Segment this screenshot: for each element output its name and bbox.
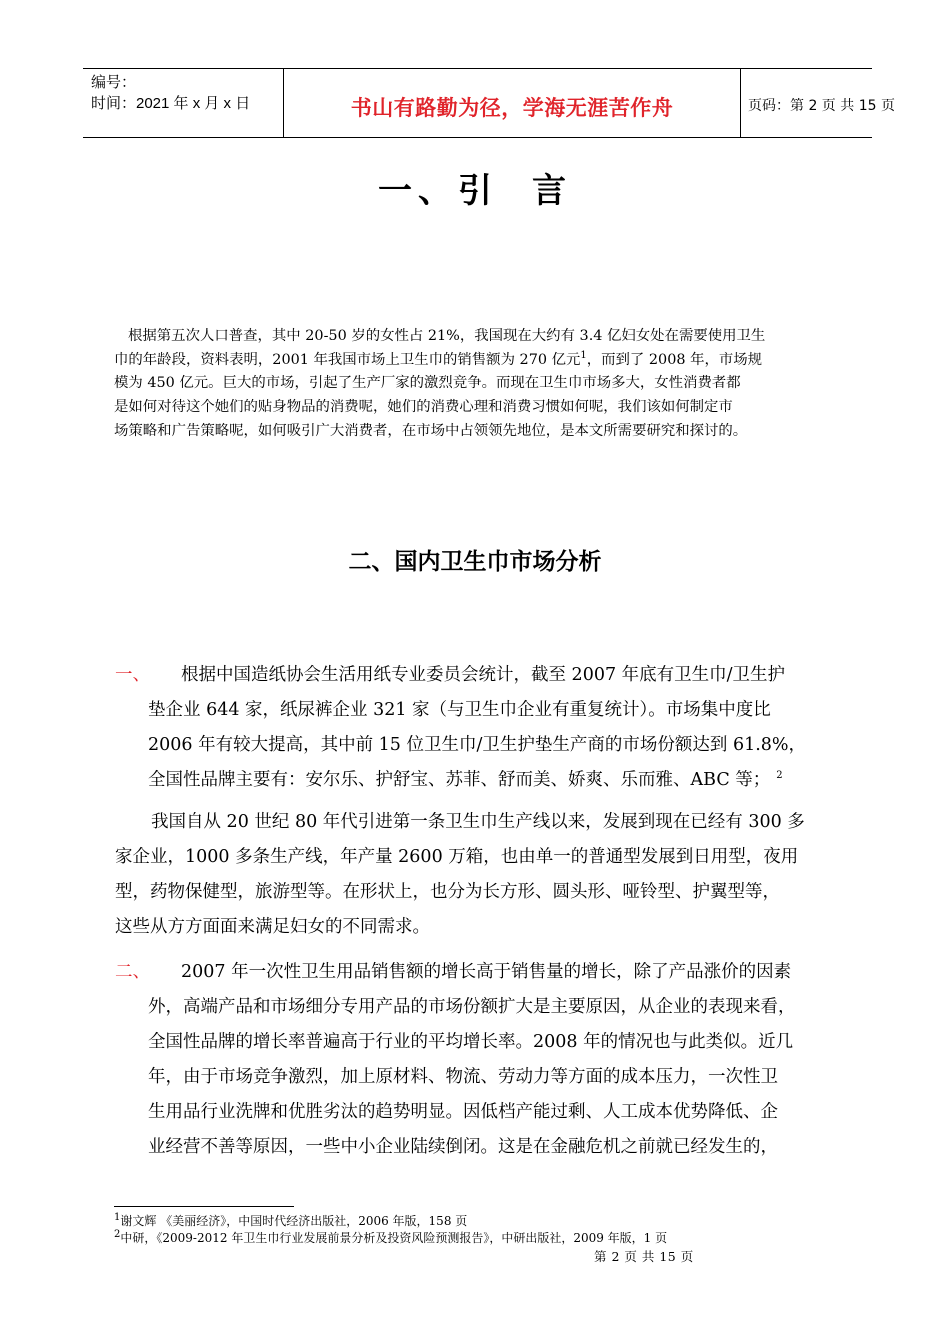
item2-line: 2007 年一次性卫生用品销售额的增长高于销售量的增长，除了产品涨价的因素 [181, 962, 792, 982]
body-paragraph [115, 805, 850, 945]
intro-line: 场策略和广告策略呢，如何吸引广大消费者，在市场中占领领先地位，是本文所需要研究和探讨的。 [114, 422, 748, 439]
item1-line: 根据中国造纸协会生活用纸专业委员会统计，截至 2007 年底有卫生巾/卫生护 [181, 665, 786, 685]
footnote-separator [114, 1206, 294, 1207]
list-marker-1: 一、 [115, 665, 150, 685]
item1-line: 全国性品牌主要有：安尔乐、护舒宝、苏菲、舒而美、娇爽、乐而雅、ABC 等； $^2$ [148, 770, 783, 790]
paragraph-line: 这些从方方面面来满足妇女的不同需求。 [115, 917, 430, 937]
intro-line: 根据第五次人口普查，其中 20-50 岁的女性占 21%，我国现在大约有 3.4 亿妇女处在需要使用卫生 [128, 328, 766, 344]
item1-line: 2006 年有较大提高，其中前 15 位卫生巾/卫生护垫生产商的市场份额达到 61.8%， [148, 735, 807, 755]
item1-line: 垫企业 644 家，纸尿裤企业 321 家（与卫生巾企业有重复统计）。市场集中度比 [148, 700, 771, 720]
item2-line: 年，由于市场竞争激烈，加上原材料、物流、劳动力等方面的成本压力，一次性卫 [148, 1067, 778, 1087]
list-item-1 [115, 658, 850, 798]
paragraph-line: 我国自从 20 世纪 80 年代引进第一条卫生巾生产线以来，发展到现在已经有 300 多 [151, 812, 805, 832]
item2-line: 全国性品牌的增长率普遍高于行业的平均增长率。2008 年的情况也与此类似。近几 [148, 1032, 794, 1052]
intro-line: 巾的年龄段，资料表明，2001 年我国市场上卫生巾的销售额为 270 亿元$^1$，而到了 2008 年，市场规 [114, 349, 763, 368]
paragraph-line: 型，药物保健型，旅游型等。在形状上，也分为长方形、圆头形、哑铃型、护翼型等， [115, 882, 780, 902]
list-marker-2: 二、 [115, 962, 150, 982]
paragraph-line: 家企业，1000 多条生产线，年产量 2600 万箱，也由单一的普通型发展到日用型，夜用 [115, 847, 799, 867]
document-number-label: 编号： [91, 74, 137, 91]
page-header [83, 68, 895, 138]
header-motto-cell [283, 69, 741, 137]
list-item-2 [115, 955, 850, 1170]
section1-title [0, 163, 950, 212]
item2-line: 生用品行业洗牌和优胜劣汰的趋势明显。因低档产能过剩、人工成本优势降低、企 [148, 1102, 778, 1122]
header-meta-cell [83, 69, 283, 137]
footer-page-number: 第 2 页 共 15 页 [594, 1249, 694, 1264]
item2-line: 业经营不善等原因，一些中小企业陆续倒闭。这是在金融危机之前就已经发生的， [148, 1137, 778, 1157]
header-page-info: 页码：第 2 页 共 15 页 [748, 98, 895, 114]
footnote-1: $^1$谢文辉 《美丽经济》，中国时代经济出版社，2006 年版，158 页 [114, 1212, 468, 1228]
intro-line: 是如何对待这个她们的贴身物品的消费呢，她们的消费心理和消费习惯如何呢，我们该如何制定市 [114, 399, 733, 416]
header-motto: 书山有路勤为径，学海无涯苦作舟 [350, 96, 674, 120]
intro-paragraph [114, 325, 850, 444]
section1-title-part-b: 言 [532, 171, 572, 211]
footnote-ref-2: 2 [776, 770, 783, 782]
document-date: 时间：2021 年 x 月 x 日 [91, 95, 251, 112]
item2-line: 外，高端产品和市场细分专用产品的市场份额扩大是主要原因，从企业的表现来看， [148, 997, 796, 1017]
footnote-2: $^2$中研，《2009-2012 年卫生巾行业发展前景分析及投资风险预测报告》，中研出版社，2009 年版，1 页 [114, 1229, 668, 1245]
footnote-ref-1: 1 [580, 349, 587, 361]
section2-title: 二、国内卫生巾市场分析 [348, 549, 602, 575]
section1-title-part-a: 一、引 [378, 171, 498, 211]
intro-line: 模为 450 亿元。巨大的市场，引起了生产厂家的激烈竞争。而现在卫生巾市场多大，女性消费者都 [114, 375, 741, 392]
header-page-cell [740, 69, 895, 137]
